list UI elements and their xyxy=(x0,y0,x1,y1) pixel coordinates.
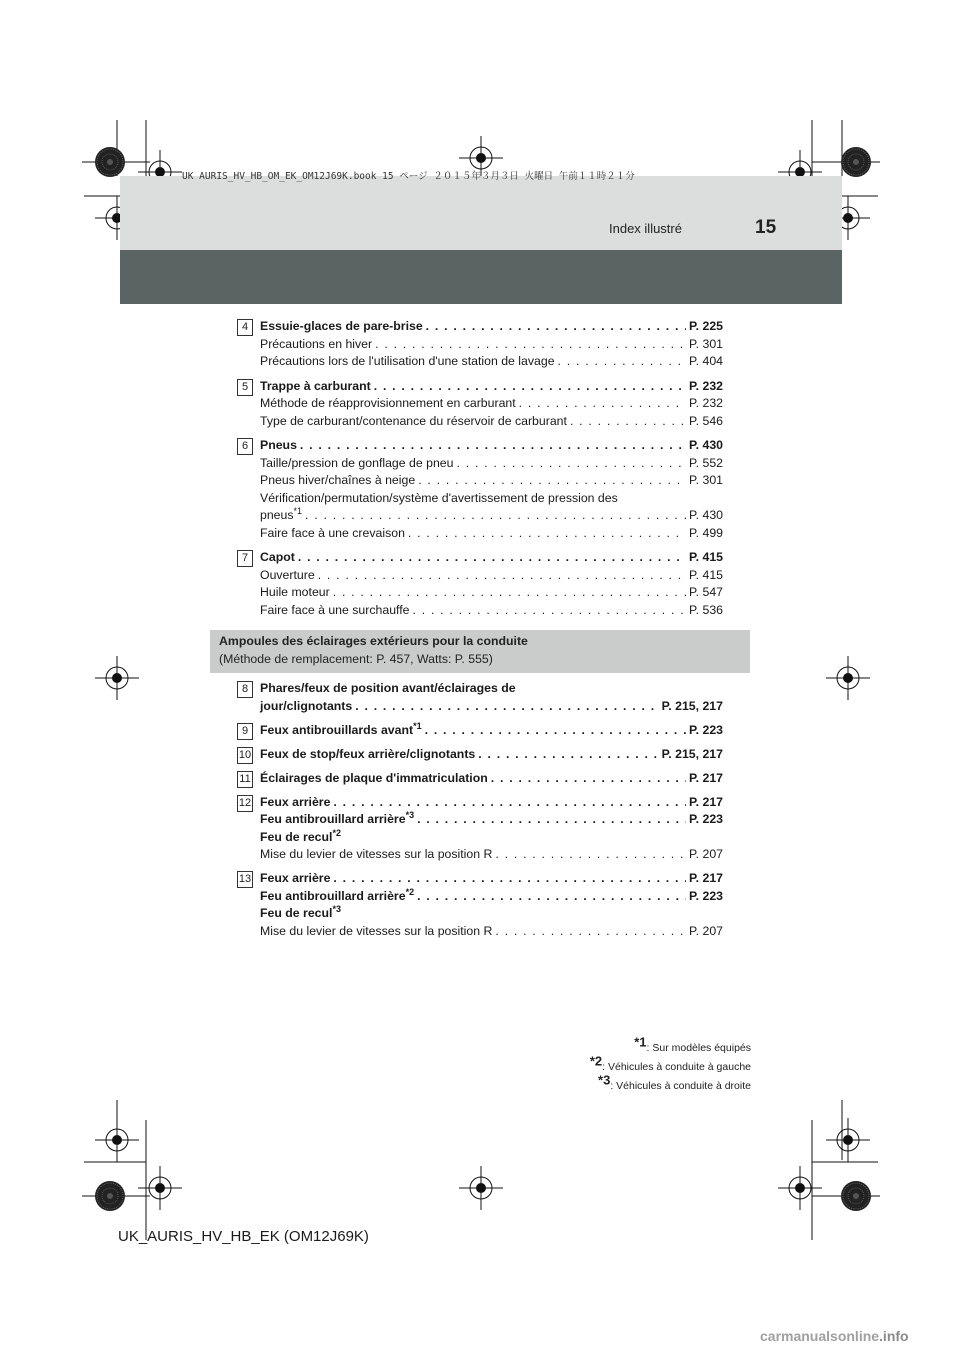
bulbs-section-subtitle: (Méthode de remplacement: P. 457, Watts: P. 555) xyxy=(219,652,493,666)
index-group-10 xyxy=(237,746,723,764)
watermark: carmanualsonline.info xyxy=(760,1328,909,1344)
group-number-badge: 9 xyxy=(237,723,253,740)
index-entry xyxy=(260,846,723,864)
entry-label: Pneus hiver/chaînes à neige xyxy=(260,473,416,487)
entry-label: pneus$^{*1}$ xyxy=(260,505,303,522)
index-group-6 xyxy=(237,437,723,542)
index-entry xyxy=(260,336,723,354)
dot-leader xyxy=(417,811,686,829)
bulbs-section-title: Ampoules des éclairages extérieurs pour la conduite xyxy=(219,634,528,648)
entry-label-line: Feu de recul$^{*3}$ xyxy=(260,903,341,920)
entry-page-ref: P. 415 xyxy=(689,550,723,564)
index-entry xyxy=(260,549,723,567)
dot-leader xyxy=(491,770,686,788)
entry-page-ref: P. 223 xyxy=(689,888,723,903)
dot-leader xyxy=(412,602,686,620)
dot-leader xyxy=(305,507,686,525)
index-entry xyxy=(260,353,723,371)
footnote-ref: *3 xyxy=(405,809,415,820)
entry-label: Mise du levier de vitesses sur la position R xyxy=(260,847,493,861)
index-entry xyxy=(260,525,723,543)
entry-label: Faire face à une crevaison xyxy=(260,525,405,540)
entry-label: Feux de stop/feux arrière/clignotants xyxy=(260,746,476,761)
group-number-badge: 8 xyxy=(237,681,253,698)
entry-page-ref: P. 223 xyxy=(689,812,723,826)
footnote-2: $^{*2}$: Véhicules à conduite à gauche xyxy=(589,1053,751,1073)
index-group-5 xyxy=(237,378,723,431)
entry-page-ref: P. 430 xyxy=(689,508,723,522)
footnote-ref: *1 xyxy=(293,505,303,516)
dot-leader xyxy=(519,395,686,413)
group-lines xyxy=(260,722,723,740)
entry-label: Feux antibrouillards avant$^{*1}$ xyxy=(260,720,422,737)
entry-label: Feux arrière xyxy=(260,871,331,885)
dot-leader xyxy=(426,318,686,336)
entry-page-ref: P. 415 xyxy=(689,567,723,582)
group-lines xyxy=(260,770,723,788)
footnote-3: $^{*3}$: Véhicules à conduite à droite xyxy=(598,1072,751,1092)
dot-leader xyxy=(375,336,686,354)
group-lines xyxy=(260,549,723,619)
index-entry xyxy=(260,698,723,716)
index-entry xyxy=(260,413,723,431)
entry-label: Essuie-glaces de pare-brise xyxy=(260,319,423,333)
page-number: 15 xyxy=(755,217,777,238)
index-entry xyxy=(260,746,723,764)
entry-label: Éclairages de plaque d'immatriculation xyxy=(260,770,488,785)
group-lines xyxy=(260,746,723,764)
entry-page-ref: P. 223 xyxy=(689,722,723,737)
group-number-badge: 13 xyxy=(237,871,253,888)
entry-page-ref: P. 207 xyxy=(689,847,723,861)
entry-page-ref: P. 499 xyxy=(689,525,723,540)
footnote-ref: *1 xyxy=(413,720,422,731)
entry-label: Feux arrière xyxy=(260,794,331,809)
dot-leader xyxy=(558,353,686,371)
index-group-9 xyxy=(237,722,723,740)
entry-label: Méthode de réapprovisionnement en carburant xyxy=(260,396,516,410)
dot-leader xyxy=(425,722,686,740)
index-entry xyxy=(260,602,723,620)
group-number-badge: 10 xyxy=(237,747,253,764)
entry-page-ref: P. 430 xyxy=(689,438,723,452)
entry-label: Mise du levier de vitesses sur la position R xyxy=(260,923,493,938)
dot-leader xyxy=(408,525,686,543)
section-title: Index illustré xyxy=(609,221,682,236)
index-entry xyxy=(260,567,723,585)
dot-leader xyxy=(418,472,686,490)
entry-page-ref: P. 225 xyxy=(689,319,723,333)
book-file-line: UK AURIS_HV_HB_OM_EK_OM12J69K.book 15 ページ ２０１５年３月３日 火曜日 午前１１時２１分 xyxy=(182,171,635,182)
entry-page-ref: P. 536 xyxy=(689,602,723,617)
index-entry xyxy=(260,455,723,473)
index-entry xyxy=(260,437,723,455)
index-entry xyxy=(260,870,723,888)
entry-label: Pneus xyxy=(260,438,297,452)
entry-label: Taille/pression de gonflage de pneu xyxy=(260,455,454,470)
index-group-8 xyxy=(237,680,723,715)
dot-leader xyxy=(333,870,686,888)
entry-label: Huile moteur xyxy=(260,585,330,599)
group-number-badge: 11 xyxy=(237,771,253,788)
footnote-1: $^{*1}$: Sur modèles équipés xyxy=(634,1034,751,1054)
entry-page-ref: P. 232 xyxy=(689,396,723,410)
entry-page-ref: P. 301 xyxy=(689,336,723,351)
entry-label: Feu antibrouillard arrière$^{*2}$ xyxy=(260,886,415,903)
index-entry xyxy=(260,923,723,941)
index-entry xyxy=(260,888,723,906)
index-entries-bulbs xyxy=(237,680,723,947)
entry-label: Type de carburant/contenance du réservoir de carburant xyxy=(260,413,567,428)
index-entry xyxy=(260,378,723,396)
entry-page-ref: P. 217 xyxy=(689,770,723,785)
group-lines xyxy=(260,794,723,864)
entry-page-ref: P. 547 xyxy=(689,585,723,599)
dot-leader xyxy=(300,437,686,455)
dot-leader xyxy=(478,746,658,764)
header-band-dark xyxy=(120,250,842,304)
header-band-light xyxy=(120,176,842,250)
group-number-badge: 4 xyxy=(237,319,253,336)
entry-label: Capot xyxy=(260,550,295,564)
index-group-12 xyxy=(237,794,723,864)
index-group-4 xyxy=(237,318,723,371)
entry-label: Ouverture xyxy=(260,567,315,582)
entry-label: Trappe à carburant xyxy=(260,378,371,393)
dot-leader xyxy=(333,584,686,602)
dot-leader xyxy=(333,794,686,812)
entry-page-ref: P. 217 xyxy=(689,871,723,885)
entry-label: Feu antibrouillard arrière$^{*3}$ xyxy=(260,809,415,826)
group-number-badge: 6 xyxy=(237,438,253,455)
group-number-badge: 5 xyxy=(237,379,253,396)
dot-leader xyxy=(456,455,686,473)
entry-label: Faire face à une surchauffe xyxy=(260,602,410,617)
group-lines xyxy=(260,437,723,542)
entry-page-ref: P. 215, 217 xyxy=(661,698,723,713)
group-lines xyxy=(260,318,723,371)
dot-leader xyxy=(318,567,686,585)
entry-label-line: Phares/feux de position avant/éclairages de xyxy=(260,681,516,695)
footnote-ref: *3 xyxy=(332,903,341,914)
index-entry xyxy=(260,584,723,602)
entry-label-line: Vérification/permutation/système d'avertissement de pression des xyxy=(260,490,618,505)
group-lines xyxy=(260,680,723,715)
entry-label: Précautions lors de l'utilisation d'une station de lavage xyxy=(260,354,555,368)
index-entry xyxy=(260,722,723,740)
entry-page-ref: P. 207 xyxy=(689,923,723,938)
entry-label: jour/clignotants xyxy=(260,698,353,713)
footnote-ref: *2 xyxy=(405,886,415,897)
index-group-7 xyxy=(237,549,723,619)
dot-leader xyxy=(570,413,686,431)
dot-leader xyxy=(417,888,686,906)
group-number-badge: 12 xyxy=(237,795,253,812)
index-group-13 xyxy=(237,870,723,940)
dot-leader xyxy=(374,378,686,396)
index-entry xyxy=(260,318,723,336)
entry-label-line: Feu de recul$^{*2}$ xyxy=(260,827,341,844)
index-entry xyxy=(260,811,723,829)
entry-page-ref: P. 546 xyxy=(689,413,723,428)
dot-leader xyxy=(355,698,658,716)
index-entry xyxy=(260,794,723,812)
model-code: UK_AURIS_HV_HB_EK (OM12J69K) xyxy=(118,1228,369,1245)
group-lines xyxy=(260,378,723,431)
footnote-ref: *2 xyxy=(332,827,341,838)
index-entry xyxy=(260,472,723,490)
index-group-11 xyxy=(237,770,723,788)
dot-leader xyxy=(495,846,686,864)
dot-leader xyxy=(298,549,686,567)
group-number-badge: 7 xyxy=(237,550,253,567)
index-entry xyxy=(260,770,723,788)
entry-page-ref: P. 301 xyxy=(689,473,723,487)
index-entry xyxy=(260,507,723,525)
entry-page-ref: P. 215, 217 xyxy=(661,746,723,761)
index-entries-top xyxy=(237,318,723,626)
entry-label: Précautions en hiver xyxy=(260,336,373,351)
index-entry xyxy=(260,395,723,413)
dot-leader xyxy=(495,923,686,941)
entry-page-ref: P. 552 xyxy=(689,455,723,470)
entry-page-ref: P. 217 xyxy=(689,794,723,809)
group-lines xyxy=(260,870,723,940)
entry-page-ref: P. 404 xyxy=(689,354,723,368)
entry-page-ref: P. 232 xyxy=(689,378,723,393)
